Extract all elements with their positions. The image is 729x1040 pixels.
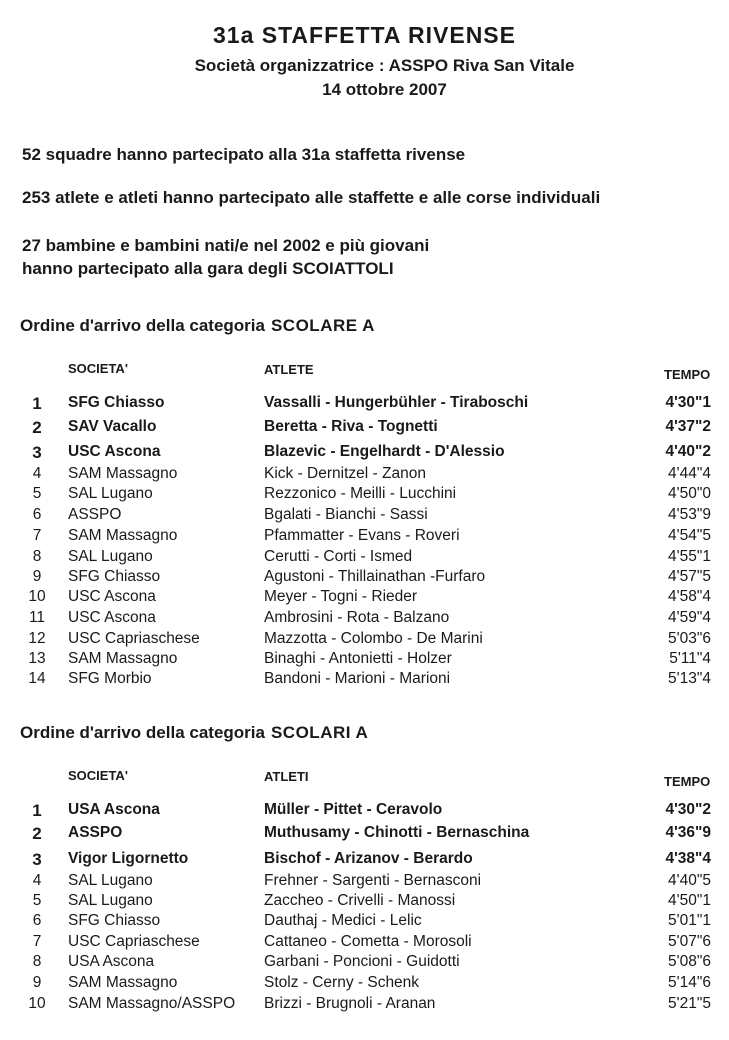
time-cell: 5'01"1: [668, 912, 711, 929]
rank-cell: 10: [28, 588, 46, 605]
time-cell: 4'37"2: [665, 418, 711, 435]
rank-cell: 12: [28, 630, 46, 647]
section2-category: SCOLARI A: [270, 723, 369, 742]
athletes-cell: Dauthaj - Medici - Lelic: [264, 912, 422, 929]
section1-heading-text: Ordine d'arrivo della categoria: [20, 316, 265, 335]
rank-cell: 9: [32, 568, 42, 585]
time-cell: 4'59"4: [668, 609, 711, 626]
athletes-cell: Brizzi - Brugnoli - Aranan: [264, 995, 436, 1012]
time-cell: 4'40"2: [665, 443, 711, 460]
table-row: [0, 394, 729, 414]
section1-col-atleti: ATLETE: [264, 362, 314, 377]
athletes-cell: Bgalati - Bianchi - Sassi: [264, 506, 428, 523]
club-cell: USA Ascona: [68, 953, 155, 970]
athletes-cell: Cerutti - Corti - Ismed: [264, 548, 413, 565]
time-cell: 4'50"1: [668, 892, 711, 909]
table-row: [0, 465, 729, 485]
time-cell: 4'53"9: [668, 506, 711, 523]
time-cell: 5'14"6: [668, 974, 711, 991]
time-cell: 5'03"6: [668, 630, 711, 647]
table-row: [0, 912, 729, 932]
athletes-cell: Zaccheo - Crivelli - Manossi: [264, 892, 456, 909]
athletes-cell: Blazevic - Engelhardt - D'Alessio: [264, 443, 505, 460]
time-cell: 4'30"1: [665, 394, 711, 411]
athletes-cell: Mazzotta - Colombo - De Marini: [264, 630, 483, 647]
table-row: [0, 609, 729, 629]
table-row: [0, 443, 729, 463]
club-cell: SAM Massagno: [68, 650, 178, 667]
athletes-cell: Muthusamy - Chinotti - Bernaschina: [264, 824, 530, 841]
rank-cell: 3: [32, 850, 42, 869]
athletes-cell: Meyer - Togni - Rieder: [264, 588, 418, 605]
section2-heading-text: Ordine d'arrivo della categoria: [20, 723, 265, 742]
table-row: [0, 588, 729, 608]
club-cell: USC Capriaschese: [68, 933, 200, 950]
table-row: [0, 568, 729, 588]
table-row: [0, 995, 729, 1015]
time-cell: 5'13"4: [668, 670, 711, 687]
section1-category: SCOLARE A: [270, 316, 375, 335]
club-cell: SAL Lugano: [68, 892, 153, 909]
time-cell: 5'11"4: [669, 650, 711, 667]
club-cell: SAM Massagno: [68, 974, 178, 991]
section1-col-tempo: TEMPO: [664, 367, 711, 382]
club-cell: SAL Lugano: [68, 548, 153, 565]
event-date: 14 ottobre 2007: [322, 80, 447, 99]
club-cell: USC Ascona: [68, 609, 156, 626]
table-row: [0, 630, 729, 650]
time-cell: 4'57"5: [668, 568, 711, 585]
section2-col-atleti: ATLETI: [264, 769, 309, 784]
rank-cell: 5: [32, 485, 42, 502]
club-cell: SFG Morbio: [68, 670, 152, 687]
rank-cell: 1: [32, 394, 42, 413]
athletes-cell: Bandoni - Marioni - Marioni: [264, 670, 451, 687]
section2-col-tempo: TEMPO: [664, 774, 711, 789]
athletes-cell: Pfammatter - Evans - Roveri: [264, 527, 460, 544]
club-cell: SAM Massagno/ASSPO: [68, 995, 236, 1012]
club-cell: SAL Lugano: [68, 485, 153, 502]
athletes-cell: Bischof - Arizanov - Berardo: [264, 850, 473, 867]
athletes-cell: Binaghi - Antonietti - Holzer: [264, 650, 452, 667]
time-cell: 4'44"4: [668, 465, 711, 482]
table-row: [0, 670, 729, 690]
athletes-cell: Cattaneo - Cometta - Morosoli: [264, 933, 472, 950]
rank-cell: 2: [32, 824, 42, 843]
table-row: [0, 527, 729, 547]
table-row: [0, 824, 729, 844]
athletes-cell: Beretta - Riva - Tognetti: [264, 418, 438, 435]
table-row: [0, 872, 729, 892]
table-row: [0, 485, 729, 505]
rank-cell: 13: [28, 650, 46, 667]
table-row: [0, 650, 729, 670]
table-row: [0, 850, 729, 870]
rank-cell: 4: [32, 465, 42, 482]
athletes-cell: Rezzonico - Meilli - Lucchini: [264, 485, 457, 502]
rank-cell: 8: [32, 548, 42, 565]
athletes-stat: 253 atlete e atleti hanno partecipato alle staffette e alle corse individuali: [22, 188, 601, 207]
rank-cell: 3: [32, 443, 42, 462]
section1-heading: [20, 316, 375, 336]
table-row: [0, 933, 729, 953]
rank-cell: 7: [32, 933, 42, 950]
club-cell: USC Capriaschese: [68, 630, 200, 647]
kids-stat-line1: 27 bambine e bambini nati/e nel 2002 e più giovani: [22, 236, 430, 255]
kids-stat-line2: hanno partecipato alla gara degli SCOIATTOLI: [22, 259, 394, 278]
athletes-cell: Frehner - Sargenti - Bernasconi: [264, 872, 482, 889]
athletes-cell: Müller - Pittet - Ceravolo: [264, 801, 443, 818]
club-cell: SAL Lugano: [68, 872, 153, 889]
club-cell: ASSPO: [68, 506, 122, 523]
table-row: [0, 506, 729, 526]
club-cell: SAM Massagno: [68, 527, 178, 544]
time-cell: 4'30"2: [665, 801, 711, 818]
club-cell: SAV Vacallo: [68, 418, 157, 435]
time-cell: 4'55"1: [668, 548, 711, 565]
time-cell: 5'07"6: [668, 933, 711, 950]
organizer-line: Società organizzatrice : ASSPO Riva San Vitale: [194, 56, 575, 75]
athletes-cell: Agustoni - Thillainathan -Furfaro: [264, 568, 486, 585]
time-cell: 4'36"9: [665, 824, 711, 841]
teams-stat: 52 squadre hanno partecipato alla 31a staffetta rivense: [22, 145, 466, 164]
section2-col-societa: SOCIETA': [68, 768, 128, 783]
rank-cell: 2: [32, 418, 42, 437]
section1-col-societa: SOCIETA': [68, 361, 128, 376]
table-row: [0, 548, 729, 568]
time-cell: 4'58"4: [668, 588, 711, 605]
athletes-cell: Ambrosini - Rota - Balzano: [264, 609, 450, 626]
rank-cell: 7: [32, 527, 42, 544]
table-row: [0, 418, 729, 438]
document-title: 31a STAFFETTA RIVENSE: [212, 22, 516, 48]
rank-cell: 11: [28, 609, 46, 626]
table-row: [0, 892, 729, 912]
athletes-cell: Stolz - Cerny - Schenk: [264, 974, 420, 991]
rank-cell: 10: [28, 995, 46, 1012]
club-cell: SFG Chiasso: [68, 568, 161, 585]
time-cell: 4'38"4: [665, 850, 711, 867]
club-cell: SFG Chiasso: [68, 394, 165, 411]
club-cell: Vigor Ligornetto: [68, 850, 189, 867]
club-cell: ASSPO: [68, 824, 123, 841]
club-cell: USC Ascona: [68, 588, 156, 605]
time-cell: 4'54"5: [668, 527, 711, 544]
table-row: [0, 953, 729, 973]
club-cell: SFG Chiasso: [68, 912, 161, 929]
rank-cell: 4: [32, 872, 42, 889]
table-row: [0, 974, 729, 994]
rank-cell: 5: [32, 892, 42, 909]
club-cell: USC Ascona: [68, 443, 161, 460]
athletes-cell: Vassalli - Hungerbühler - Tiraboschi: [264, 394, 529, 411]
rank-cell: 6: [32, 912, 42, 929]
rank-cell: 14: [28, 670, 46, 687]
rank-cell: 6: [32, 506, 42, 523]
time-cell: 5'08"6: [668, 953, 711, 970]
time-cell: 4'50"0: [668, 485, 711, 502]
time-cell: 5'21"5: [668, 995, 711, 1012]
table-row: [0, 801, 729, 821]
club-cell: USA Ascona: [68, 801, 160, 818]
rank-cell: 8: [32, 953, 42, 970]
rank-cell: 1: [32, 801, 42, 820]
section2-heading: [20, 723, 368, 743]
athletes-cell: Garbani - Poncioni - Guidotti: [264, 953, 460, 970]
time-cell: 4'40"5: [668, 872, 711, 889]
club-cell: SAM Massagno: [68, 465, 178, 482]
athletes-cell: Kick - Dernitzel - Zanon: [264, 465, 426, 482]
rank-cell: 9: [32, 974, 42, 991]
